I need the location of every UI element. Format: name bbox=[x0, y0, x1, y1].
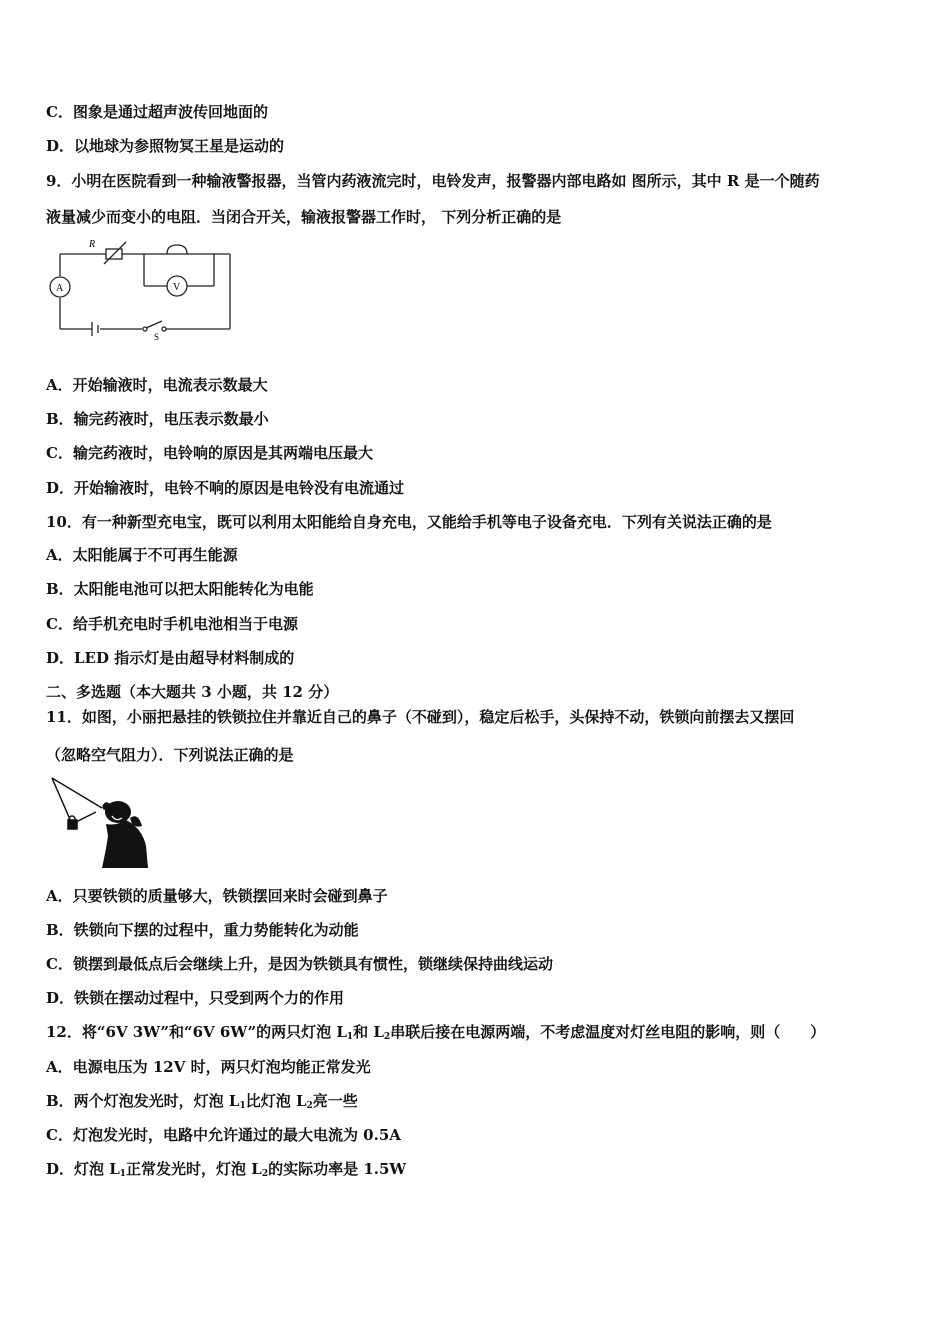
q11-option-b: B．铁锁向下摆的过程中，重力势能转化为动能 bbox=[46, 921, 359, 939]
svg-text:R: R bbox=[89, 239, 96, 250]
q12-stem: 12．将“6V 3W”和“6V 6W”的两只灯泡 $L_1$和 $L_2$串联后接在电源两端，不考虑温度对灯丝电阻的影响，则（ ） bbox=[46, 1023, 826, 1042]
q9-option-a: A．开始输液时，电流表示数最大 bbox=[46, 376, 268, 394]
circuit-diagram bbox=[44, 236, 239, 342]
line-8c: C．图象是通过超声波传回地面的 bbox=[46, 103, 268, 121]
q11-option-a: A．只要铁锁的质量够大，铁锁摆回来时会碰到鼻子 bbox=[46, 887, 388, 905]
q10-stem: 10．有一种新型充电宝，既可以利用太阳能给自身充电，又能给手机等电子设备充电．下列有关说法正确的是 bbox=[46, 513, 772, 531]
section-2-heading: 二、多选题（本大题共 3 小题，共 12 分） bbox=[46, 683, 339, 701]
switch-icon bbox=[146, 321, 162, 328]
pendulum-girl-illustration bbox=[46, 776, 156, 872]
svg-text:V: V bbox=[173, 282, 181, 293]
q9-stem-2: 液量减少而变小的电阻．当闭合开关，输液报警器工作时， 下列分析正确的是 bbox=[46, 208, 562, 226]
q10-option-d: D．LED 指示灯是由超导材料制成的 bbox=[46, 649, 295, 667]
bell-icon bbox=[167, 245, 187, 254]
q12-option-d: D．灯泡 $L_1$正常发光时，灯泡 $L_2$的实际功率是 1.5W bbox=[46, 1160, 407, 1179]
q12-option-a: A．电源电压为 12V 时，两只灯泡均能正常发光 bbox=[46, 1058, 371, 1076]
q12-option-b: B．两个灯泡发光时，灯泡 $L_1$比灯泡 $L_2$亮一些 bbox=[46, 1092, 358, 1111]
svg-text:A: A bbox=[56, 283, 64, 294]
q9-option-c: C．输完药液时，电铃响的原因是其两端电压最大 bbox=[46, 444, 373, 462]
svg-text:S: S bbox=[154, 332, 160, 342]
q12-option-c: C．灯泡发光时，电路中允许通过的最大电流为 0.5A bbox=[46, 1126, 401, 1144]
q11-option-c: C．锁摆到最低点后会继续上升，是因为铁锁具有惯性，锁继续保持曲线运动 bbox=[46, 955, 553, 973]
q11-option-d: D．铁锁在摆动过程中，只受到两个力的作用 bbox=[46, 989, 345, 1007]
q10-option-c: C．给手机充电时手机电池相当于电源 bbox=[46, 615, 298, 633]
q9-option-b: B．输完药液时，电压表示数最小 bbox=[46, 410, 269, 428]
line-8d: D．以地球为参照物冥王星是运动的 bbox=[46, 137, 285, 155]
q10-option-a: A．太阳能属于不可再生能源 bbox=[46, 546, 238, 564]
q11-stem-1: 11．如图，小丽把悬挂的铁锁拉住并靠近自己的鼻子（不碰到），稳定后松手，头保持不动，铁锁向前摆去又摆回 bbox=[46, 708, 795, 726]
q11-stem-2: （忽略空气阻力）．下列说法正确的是 bbox=[46, 746, 294, 764]
q9-option-d: D．开始输液时，电铃不响的原因是电铃没有电流通过 bbox=[46, 479, 405, 497]
q10-option-b: B．太阳能电池可以把太阳能转化为电能 bbox=[46, 580, 314, 598]
q9-stem-1: 9．小明在医院看到一种输液警报器，当管内药液流完时，电铃发声，报警器内部电路如 图所示，其中 R 是一个随药 bbox=[46, 172, 820, 190]
